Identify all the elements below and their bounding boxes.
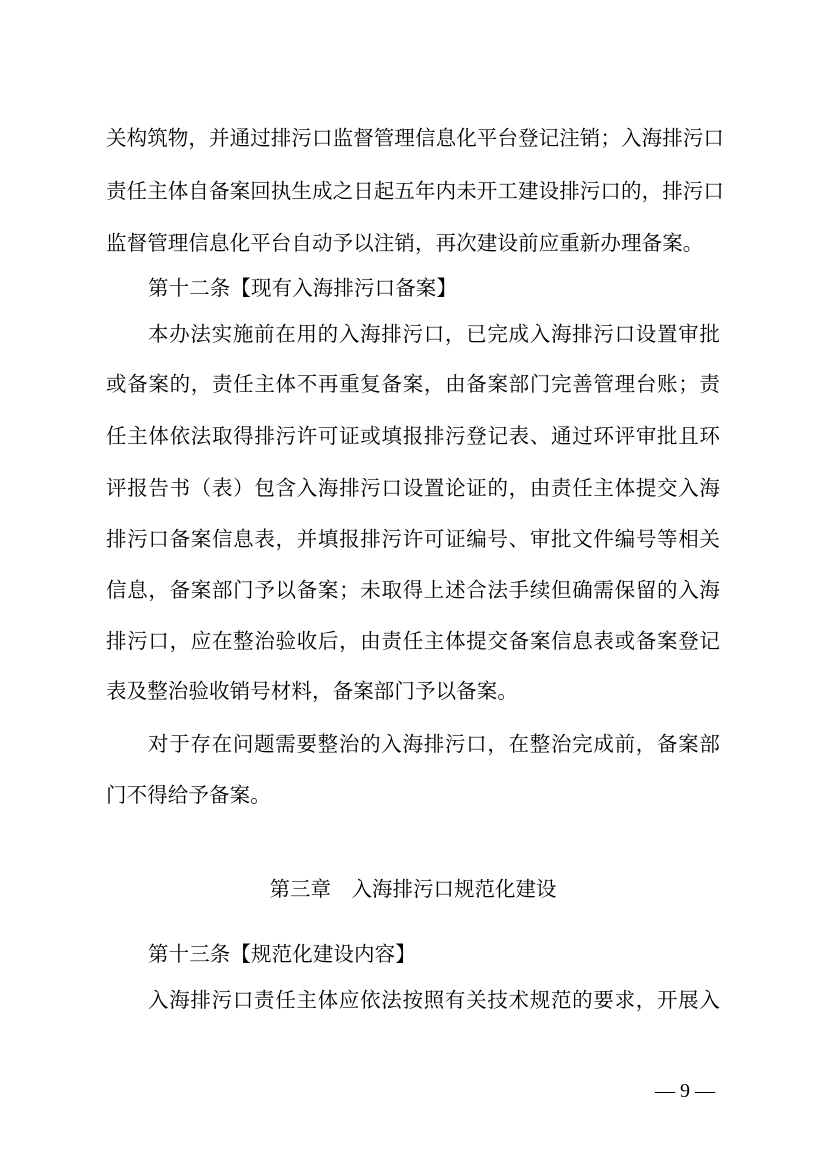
body-text-line: 监督管理信息化平台自动予以注销，再次建设前应重新办理备案。 [106, 231, 704, 255]
article-heading: 第十二条【现有入海排污口备案】 [148, 276, 457, 300]
body-text-line: 信息，备案部门予以备案；未取得上述合法手续但确需保留的入海 [106, 578, 720, 602]
body-text-line: 排污口备案信息表，并填报排污许可证编号、审批文件编号等相关 [106, 527, 720, 551]
body-text-line: 排污口，应在整治验收后，由责任主体提交备案信息表或备案登记 [106, 629, 720, 653]
body-text-line: 入海排污口责任主体应依法按照有关技术规范的要求，开展入 [148, 988, 720, 1012]
chapter-title: 第三章 入海排污口规范化建设 [269, 877, 557, 901]
body-text-line: 对于存在问题需要整治的入海排污口，在整治完成前，备案部 [148, 732, 720, 756]
body-text-line: 或备案的，责任主体不再重复备案，由备案部门完善管理台账；责 [106, 372, 720, 396]
body-text-line: 评报告书（表）包含入海排污口设置论证的，由责任主体提交入海 [106, 476, 720, 500]
body-text-line: 本办法实施前在用的入海排污口，已完成入海排污口设置审批 [148, 322, 720, 346]
body-text-line: 关构筑物，并通过排污口监督管理信息化平台登记注销；入海排污口 [106, 126, 724, 150]
body-text-line: 任主体依法取得排污许可证或填报排污登记表、通过环评审批且环 [106, 424, 720, 448]
body-text-line: 门不得给予备案。 [106, 783, 271, 807]
article-heading: 第十三条【规范化建设内容】 [148, 942, 416, 966]
page-number: — 9 — [655, 1080, 715, 1102]
body-text-line: 责任主体自备案回执生成之日起五年内未开工建设排污口的，排污口 [106, 179, 724, 203]
body-text-line: 表及整治验收销号材料，备案部门予以备案。 [106, 679, 518, 703]
